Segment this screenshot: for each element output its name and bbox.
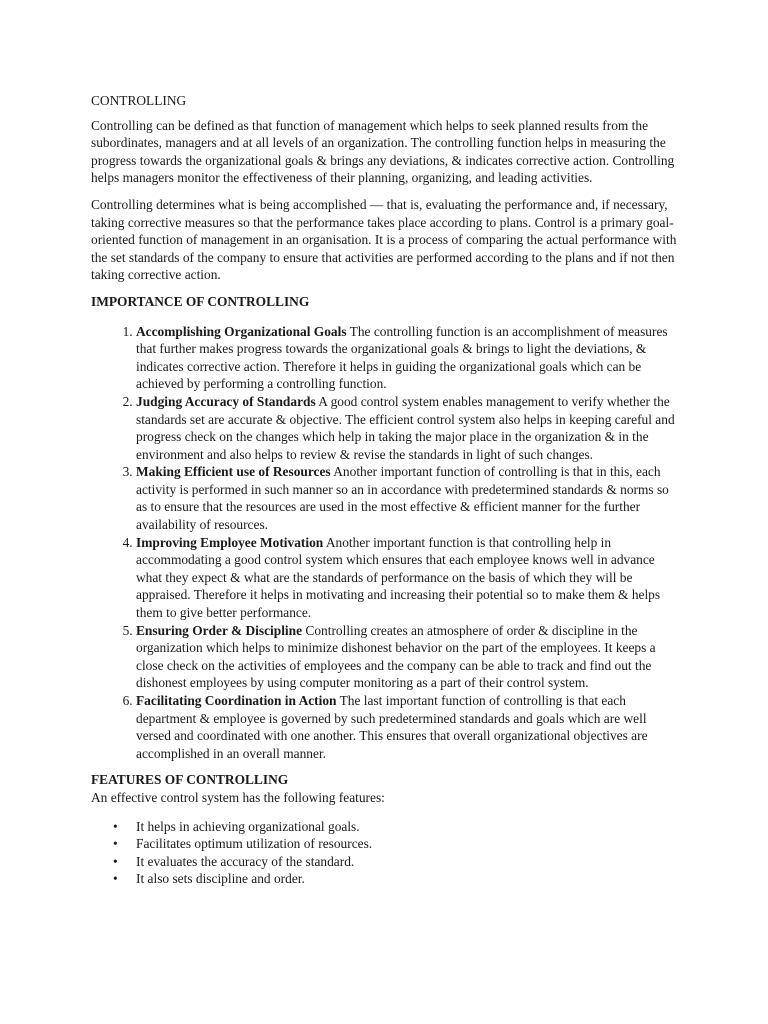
- list-item-title: Making Efficient use of Resources: [136, 464, 331, 480]
- list-item-title: Accomplishing Organizational Goals: [136, 323, 347, 339]
- list-item-text: A good control system enables management to verify whether the standards set are accurate & objective. The efficient control system also helps in keeping careful and progress check on the changes which help in taking the major place in the organization & in the environment and also helps to review & revise the standards in light of such changes.: [136, 393, 675, 462]
- list-item: [136, 692, 681, 762]
- intro-paragraph-2: Controlling determines what is being accomplished — that is, evaluating the performance and, if necessary, taking corrective measures so that the performance takes place according to plans. Control is a primary goal-oriented function of management in an organisation. It is a process of comparing the actual performance with the set standards of the company to ensure that activities are performed according to the plans and if not then taking corrective action.: [91, 196, 677, 283]
- list-item-text: Controlling creates an atmosphere of order & discipline in the organization which helps to minimize dishonest behavior on the part of the employees. It keeps a close check on the activities of employees and the company can be able to track and find out the dishonest employees by using computer monitoring as a part of their control system.: [136, 622, 656, 691]
- list-item: [136, 622, 681, 692]
- list-item-title: Ensuring Order & Discipline: [136, 622, 303, 638]
- list-item: [136, 323, 681, 393]
- list-item-title: Judging Accuracy of Standards: [136, 393, 316, 409]
- list-item: [136, 534, 681, 622]
- importance-heading: IMPORTANCE OF CONTROLLING: [91, 293, 310, 309]
- list-item: [136, 463, 681, 533]
- features-heading: FEATURES OF CONTROLLING: [91, 772, 289, 788]
- intro-paragraph-1: Controlling can be defined as that function of management which helps to seek planned results from the subordinates, managers and at all levels of an organization. The controlling function helps in measuring the progress towards the organizational goals & brings any deviations, & indicates corrective action. Controlling helps managers monitor the effectiveness of their planning, organizing, and leading activities.: [91, 117, 675, 186]
- importance-list: [91, 323, 681, 763]
- document-page: [91, 92, 681, 888]
- list-item: [136, 393, 681, 463]
- document-title: CONTROLLING: [91, 93, 187, 108]
- bullet-item: • It evaluates the accuracy of the standard.: [136, 853, 681, 871]
- list-item-text: The controlling function is an accomplishment of measures that further makes progress towards the organizational goals & brings to light the deviations, & indicates corrective action. Therefore it helps in guiding the organizational goals which can be achieved by performing a controlling function.: [136, 323, 668, 392]
- bullet-item: • It helps in achieving organizational goals.: [136, 818, 681, 836]
- bullet-item: • It also sets discipline and order.: [136, 870, 681, 888]
- bullet-item: • Facilitates optimum utilization of resources.: [136, 835, 681, 853]
- features-list: [91, 818, 681, 888]
- features-intro: An effective control system has the following features:: [91, 789, 385, 805]
- list-item-text: The last important function of controlling is that each department & employee is governed by such predetermined standards and goals which are well versed and coordinated with one another. This ensures that overall organizational objectives are accomplished in an overall manner.: [136, 693, 648, 761]
- list-item-title: Improving Employee Motivation: [136, 534, 324, 550]
- list-item-text: Another important function of controlling is that in this, each activity is performed in such manner so an in accordance with predetermined standards & norms so as to ensure that the resources are used in the most effective & efficient manner for the further availability of resources.: [136, 464, 669, 533]
- list-item-title: Facilitating Coordination in Action: [136, 693, 337, 708]
- list-item-text: Another important function is that controlling help in accommodating a good control system which ensures that each employee knows well in advance what they expect & what are the standards of performance on the basis of which they will be appraised. Therefore it helps in motivating and increasing their potential so to make them & helps them to give better performance.: [136, 534, 661, 621]
